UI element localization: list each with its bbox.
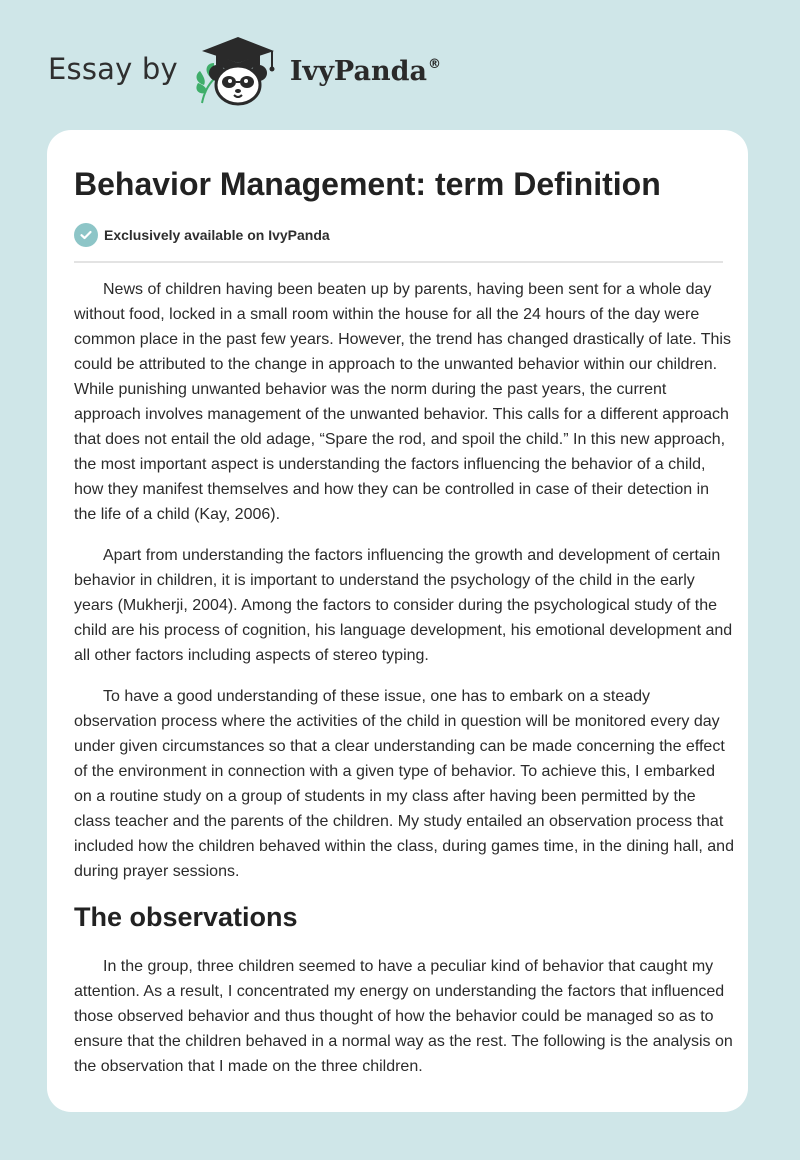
paragraph: News of children having been beaten up by parents, having been sent for a whole day without food, locked in a small room within the house for all the 24 hours of the day were common place in the past few years. However, the trend has changed drastically of late. This could be attributed to the change in approach to the unwanted behavior within our children. While punishing unwanted behavior was the norm during the past years, the current approach involves management of the unwanted behavior. This calls for a different approach that does not entail the old adage, “Spare the rod, and spoil the child.” In this new approach, the most important aspect is understanding the factors influencing the behavior of a child, how they manifest themselves and how they can be controlled in case of their detection in the life of a child (Kay, 2006).	[74, 281, 731, 523]
site-header	[48, 32, 441, 112]
paragraph: Apart from understanding the factors influencing the growth and development of certain behavior in children, it is important to understand the psychology of the child in the early years (Mukherji, 2004). Among the factors to consider during the psychological study of the child are his process of cognition, his language development, his emotional development and all other factors including aspects of stereo typing.	[74, 547, 733, 664]
paragraph: In the group, three children seemed to have a peculiar kind of behavior that caught my attention. As a result, I concentrated my energy on understanding the factors that influenced those observed behavior and thus thought of how the behavior could be managed so as to ensure that the children behaved in a normal way as the rest. The following is the analysis on the observation that I made on the three children.	[74, 958, 733, 1075]
brand-prefix: Essay by	[48, 52, 178, 86]
panda-graduate-icon	[190, 33, 286, 111]
section-heading: The observations	[74, 902, 298, 932]
check-circle-icon	[74, 223, 98, 247]
exclusive-badge	[74, 222, 330, 248]
paragraph: To have a good understanding of these issue, one has to embark on a steady observation process where the activities of the child in question will be monitored every day under given circumstances so that a clear understanding can be made concerning the effect of the environment in connection with a given type of behavior. To achieve this, I embarked on a routine study on a group of students in my class after having been permitted by the class teacher and the parents of the children. My study entailed an observation process that included how the children behaved within the class, during games time, in the dining hall, and during prayer sessions.	[74, 688, 734, 880]
essay-body	[74, 277, 734, 1095]
brand-name: IvyPanda®	[289, 55, 441, 87]
essay-card	[47, 130, 748, 1112]
page-title: Behavior Management: term Definition	[74, 166, 661, 202]
trademark-symbol: ®	[427, 56, 441, 72]
ivypanda-home-link[interactable]	[190, 33, 441, 111]
divider	[74, 261, 723, 263]
exclusive-badge-text: Exclusively available on IvyPanda	[104, 227, 330, 243]
